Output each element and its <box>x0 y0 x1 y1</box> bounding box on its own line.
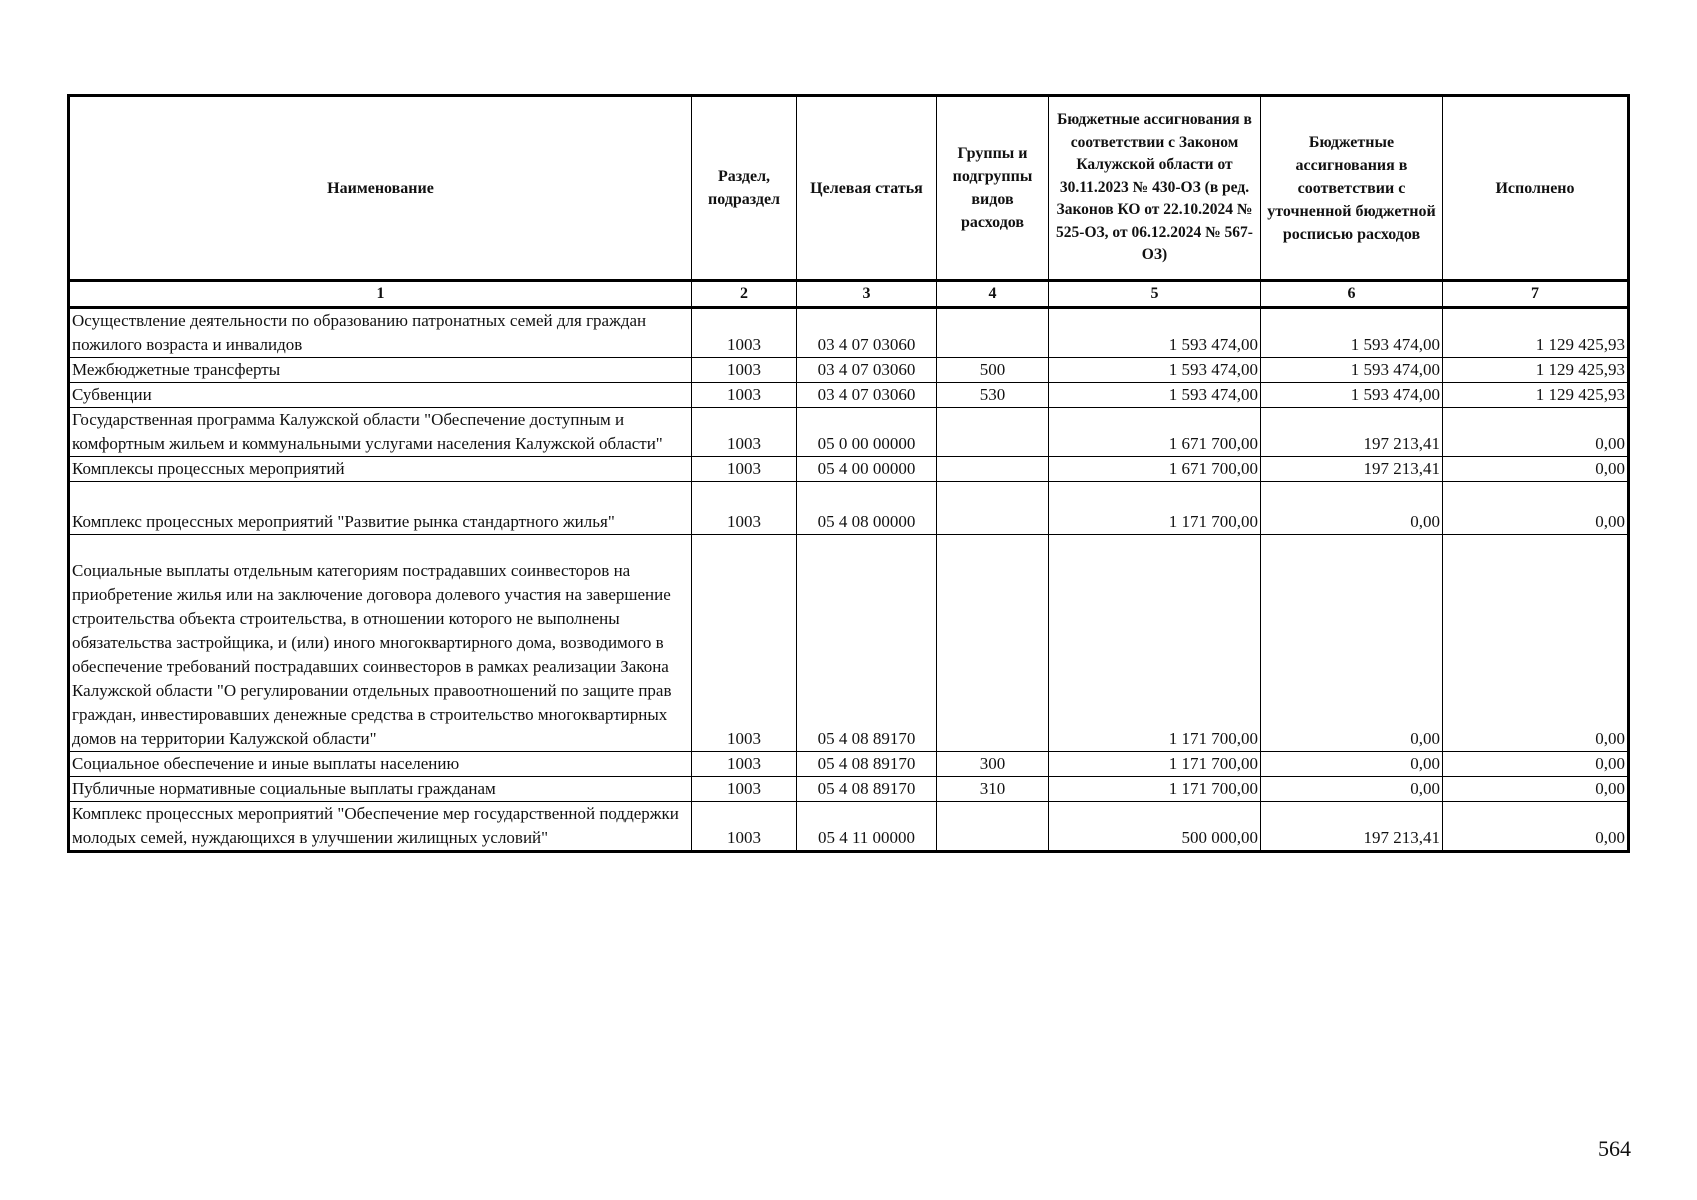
row-name: Комплекс процессных мероприятий "Развитие рынка стандартного жилья" <box>69 482 692 535</box>
row-target: 05 4 00 00000 <box>797 457 937 482</box>
row-section: 1003 <box>692 408 797 457</box>
row-group: 530 <box>937 383 1049 408</box>
row-law-amount: 1 171 700,00 <box>1049 777 1261 802</box>
page-number: 564 <box>1598 1136 1631 1161</box>
header-executed: Исполнено <box>1443 96 1629 281</box>
row-target: 05 4 08 89170 <box>797 535 937 752</box>
row-target: 03 4 07 03060 <box>797 358 937 383</box>
row-executed-amount: 0,00 <box>1443 802 1629 852</box>
row-executed-amount: 1 129 425,93 <box>1443 383 1629 408</box>
row-name: Комплексы процессных мероприятий <box>69 457 692 482</box>
row-roster-amount: 197 213,41 <box>1261 408 1443 457</box>
row-target: 05 4 08 89170 <box>797 752 937 777</box>
row-section: 1003 <box>692 802 797 852</box>
row-roster-amount: 197 213,41 <box>1261 457 1443 482</box>
table-row <box>69 457 1629 482</box>
row-target: 05 0 00 00000 <box>797 408 937 457</box>
row-group: 500 <box>937 358 1049 383</box>
row-name: Осуществление деятельности по образованию патронатных семей для граждан пожилого возраста и инвалидов <box>69 308 692 358</box>
row-section: 1003 <box>692 457 797 482</box>
row-law-amount: 500 000,00 <box>1049 802 1261 852</box>
row-group: 300 <box>937 752 1049 777</box>
header-law-allocations: Бюджетные ассигнования в соответствии с Законом Калужской области от 30.11.2023 № 430-ОЗ (в ред. Законов КО от 22.10.2024 № 525-ОЗ, от 06.12.2024 № 567-ОЗ) <box>1049 96 1261 281</box>
row-law-amount: 1 593 474,00 <box>1049 383 1261 408</box>
row-section: 1003 <box>692 482 797 535</box>
row-roster-amount: 0,00 <box>1261 752 1443 777</box>
row-section: 1003 <box>692 308 797 358</box>
row-executed-amount: 1 129 425,93 <box>1443 358 1629 383</box>
row-law-amount: 1 171 700,00 <box>1049 482 1261 535</box>
row-name: Государственная программа Калужской области "Обеспечение доступным и комфортным жильем и коммунальными услугами населения Калужской области" <box>69 408 692 457</box>
table-body <box>69 308 1629 852</box>
table-row <box>69 308 1629 358</box>
row-target: 05 4 08 89170 <box>797 777 937 802</box>
row-roster-amount: 1 593 474,00 <box>1261 308 1443 358</box>
header-name: Наименование <box>69 96 692 281</box>
row-name: Комплекс процессных мероприятий "Обеспечение мер государственной поддержки молодых семей, нуждающихся в улучшении жилищных условий" <box>69 802 692 852</box>
row-law-amount: 1 593 474,00 <box>1049 308 1261 358</box>
column-number: 1 <box>69 281 692 308</box>
row-target: 03 4 07 03060 <box>797 308 937 358</box>
row-law-amount: 1 671 700,00 <box>1049 408 1261 457</box>
table-row <box>69 802 1629 852</box>
row-name: Публичные нормативные социальные выплаты гражданам <box>69 777 692 802</box>
row-group <box>937 482 1049 535</box>
row-roster-amount: 1 593 474,00 <box>1261 358 1443 383</box>
row-executed-amount: 0,00 <box>1443 457 1629 482</box>
header-section: Раздел, подраздел <box>692 96 797 281</box>
row-law-amount: 1 593 474,00 <box>1049 358 1261 383</box>
column-number: 6 <box>1261 281 1443 308</box>
row-roster-amount: 0,00 <box>1261 535 1443 752</box>
table-row <box>69 408 1629 457</box>
column-number: 5 <box>1049 281 1261 308</box>
row-executed-amount: 0,00 <box>1443 408 1629 457</box>
row-section: 1003 <box>692 383 797 408</box>
row-roster-amount: 0,00 <box>1261 482 1443 535</box>
row-group <box>937 535 1049 752</box>
row-executed-amount: 1 129 425,93 <box>1443 308 1629 358</box>
row-section: 1003 <box>692 358 797 383</box>
row-name: Межбюджетные трансферты <box>69 358 692 383</box>
row-name: Субвенции <box>69 383 692 408</box>
row-name: Социальные выплаты отдельным категориям пострадавших соинвесторов на приобретение жилья или на заключение договора долевого участия на завершение строительства объекта строительства, в отношении которого не выполнены обязательства застройщика, и (или) иного многоквартирного дома, возводимого в обеспечение требований пострадавших соинвесторов в рамках реализации Закона Калужской области "О регулировании отдельных правоотношений по защите прав граждан, инвестировавших денежные средства в строительство многоквартирных домов на территории Калужской области" <box>69 535 692 752</box>
row-executed-amount: 0,00 <box>1443 777 1629 802</box>
row-target: 05 4 08 00000 <box>797 482 937 535</box>
table-row <box>69 358 1629 383</box>
row-executed-amount: 0,00 <box>1443 482 1629 535</box>
table-row <box>69 752 1629 777</box>
row-group <box>937 408 1049 457</box>
row-name: Социальное обеспечение и иные выплаты населению <box>69 752 692 777</box>
header-roster-allocations: Бюджетные ассигнования в соответствии с уточненной бюджетной росписью расходов <box>1261 96 1443 281</box>
row-section: 1003 <box>692 777 797 802</box>
row-law-amount: 1 171 700,00 <box>1049 752 1261 777</box>
table-row <box>69 482 1629 535</box>
table-header <box>69 96 1629 308</box>
row-section: 1003 <box>692 752 797 777</box>
row-group: 310 <box>937 777 1049 802</box>
column-number: 4 <box>937 281 1049 308</box>
budget-table <box>67 94 1630 853</box>
row-roster-amount: 1 593 474,00 <box>1261 383 1443 408</box>
row-target: 03 4 07 03060 <box>797 383 937 408</box>
column-number: 2 <box>692 281 797 308</box>
row-executed-amount: 0,00 <box>1443 752 1629 777</box>
column-number: 7 <box>1443 281 1629 308</box>
header-target-article: Целевая статья <box>797 96 937 281</box>
table-row <box>69 777 1629 802</box>
row-target: 05 4 11 00000 <box>797 802 937 852</box>
row-group <box>937 457 1049 482</box>
row-roster-amount: 197 213,41 <box>1261 802 1443 852</box>
row-roster-amount: 0,00 <box>1261 777 1443 802</box>
row-law-amount: 1 171 700,00 <box>1049 535 1261 752</box>
row-law-amount: 1 671 700,00 <box>1049 457 1261 482</box>
table-row <box>69 383 1629 408</box>
row-executed-amount: 0,00 <box>1443 535 1629 752</box>
row-group <box>937 308 1049 358</box>
row-section: 1003 <box>692 535 797 752</box>
table-row <box>69 535 1629 752</box>
header-expense-group: Группы и подгруппы видов расходов <box>937 96 1049 281</box>
column-number: 3 <box>797 281 937 308</box>
row-group <box>937 802 1049 852</box>
